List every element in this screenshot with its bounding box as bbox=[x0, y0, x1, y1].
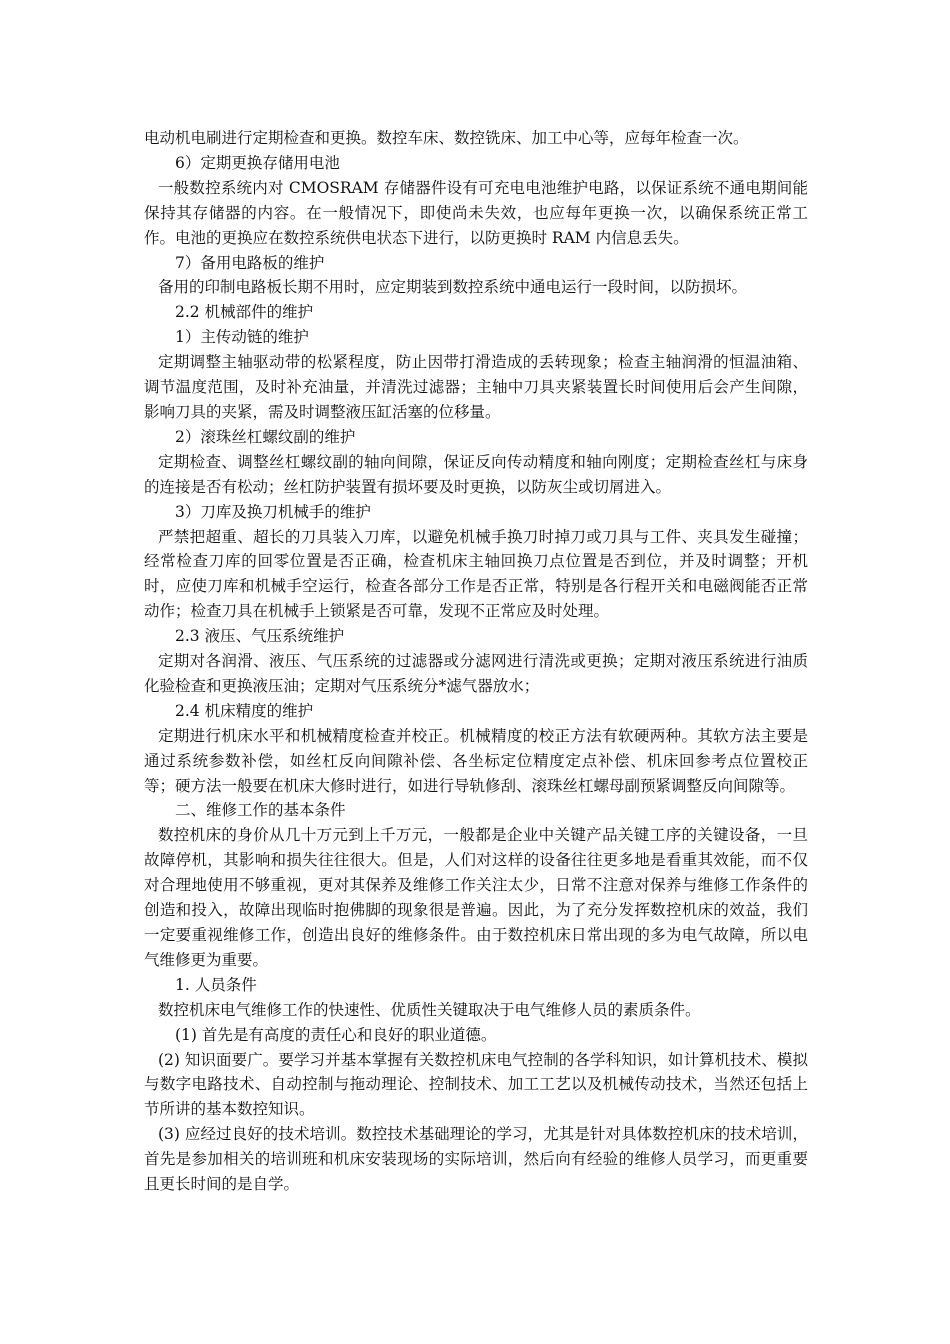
heading-section-two: 二、维修工作的基本条件 bbox=[175, 801, 346, 820]
list-item-1: (1) 首先是有高度的责任心和良好的职业道德。 bbox=[175, 1025, 497, 1044]
paragraph-spare-board: 备用的印制电路板长期不用时，应定期装到数控系统中通电运行一段时间，以防损坏。 bbox=[157, 278, 747, 297]
paragraph-battery: 一般数控系统内对 CMOSRAM 存储器件设有可充电电池维护电路，以保证系统不通电期间能保持其存储器的内容。在一般情况下，即使尚未失效，也应每年更换一次，以确保系统正常工作。电池的更换应在数控系统供电状态下进行，以防更换时 RAM 内信息丢失。 bbox=[144, 178, 808, 247]
paragraph-tool-magazine: 严禁把超重、超长的刀具装入刀库，以避免机械手换刀时掉刀或刀具与工件、夹具发生碰撞；经常检查刀库的回零位置是否正确，检查机床主轴回换刀点位置是否到位，并及时调整；开机时，应使刀库和机械手空运行，检查各部分工作是否正常，特别是各行程开关和电磁阀能否正常动作；检查刀具在机械手上锁紧是否可靠，发现不正常应及时处理。 bbox=[144, 527, 808, 621]
heading-precision: 2.4 机床精度的维护 bbox=[175, 701, 314, 720]
heading-tool-magazine: 3）刀库及换刀机械手的维护 bbox=[175, 502, 371, 521]
heading-spindle: 1）主传动链的维护 bbox=[175, 328, 309, 347]
heading-mechanical: 2.2 机械部件的维护 bbox=[175, 303, 314, 322]
paragraph-section-two: 数控机床的身价从几十万元到上千万元，一般都是企业中关键产品关键工序的关键设备，一旦故障停机，其影响和损失往往很大。但是，人们对这样的设备往往更多地是看重其效能，而不仅对合理地使用不够重视，更对其保养及维修工作关注太少，日常不注意对保养与维修工作条件的创造和投入，故障出现临时抱佛脚的现象很是普遍。因此，为了充分发挥数控机床的效益，我们一定要重视维修工作，创造出良好的维修条件。由于数控机床日常出现的多为电气故障，所以电气维修更为重要。 bbox=[144, 826, 808, 969]
paragraph-personnel: 数控机床电气维修工作的快速性、优质性关键取决于电气维修人员的素质条件。 bbox=[157, 1000, 701, 1019]
heading-ballscrew: 2）滚珠丝杠螺纹副的维护 bbox=[175, 427, 356, 446]
list-item-3: (3) 应经过良好的技术培训。数控技术基础理论的学习，尤其是针对具体数控机床的技术培训，首先是参加相关的培训班和机床安装现场的实际培训，然后向有经验的维修人员学习，而更重要且更长时间的是自学。 bbox=[144, 1125, 808, 1194]
paragraph-p01: 电动机电刷进行定期检查和更换。数控车床、数控铣床、加工中心等，应每年检查一次。 bbox=[144, 129, 749, 147]
list-item-2: (2) 知识面要广。要学习并基本掌握有关数控机床电气控制的各学科知识，如计算机技术、模拟与数字电路技术、自动控制与拖动理论、控制技术、加工工艺以及机械传动技术，当然还包括上节所讲的基本数控知识。 bbox=[144, 1050, 808, 1119]
paragraph-spindle: 定期调整主轴驱动带的松紧程度，防止因带打滑造成的丢转现象；检查主轴润滑的恒温油箱、调节温度范围，及时补充油量，并清洗过滤器；主轴中刀具夹紧装置长时间使用后会产生间隙，影响刀具的夹紧，需及时调整液压缸活塞的位移量。 bbox=[144, 353, 808, 421]
paragraph-precision: 定期进行机床水平和机械精度检查并校正。机械精度的校正方法有软硬两种。其软方法主要是通过系统参数补偿，如丝杠反向间隙补偿、各坐标定位精度定点补偿、机床回参考点位置校正等；硬方法一般要在机床大修时进行，如进行导轨修刮、滚珠丝杠螺母副预紧调整反向间隙等。 bbox=[144, 726, 808, 795]
document-body bbox=[144, 126, 808, 1197]
paragraph-ballscrew: 定期检查、调整丝杠螺纹副的轴向间隙，保证反向传动精度和轴向刚度；定期检查丝杠与床身的连接是否有松动；丝杠防护装置有损坏要及时更换，以防灰尘或切屑进入。 bbox=[144, 452, 808, 496]
heading-battery: 6）定期更换存储用电池 bbox=[175, 153, 340, 172]
heading-spare-board: 7）备用电路板的维护 bbox=[175, 253, 325, 272]
paragraph-hydraulic: 定期对各润滑、液压、气压系统的过滤器或分滤网进行清洗或更换；定期对液压系统进行油质化验检查和更换液压油；定期对气压系统分*滤气器放水； bbox=[144, 652, 808, 695]
heading-hydraulic: 2.3 液压、气压系统维护 bbox=[175, 627, 345, 646]
heading-personnel: 1. 人员条件 bbox=[175, 975, 257, 994]
